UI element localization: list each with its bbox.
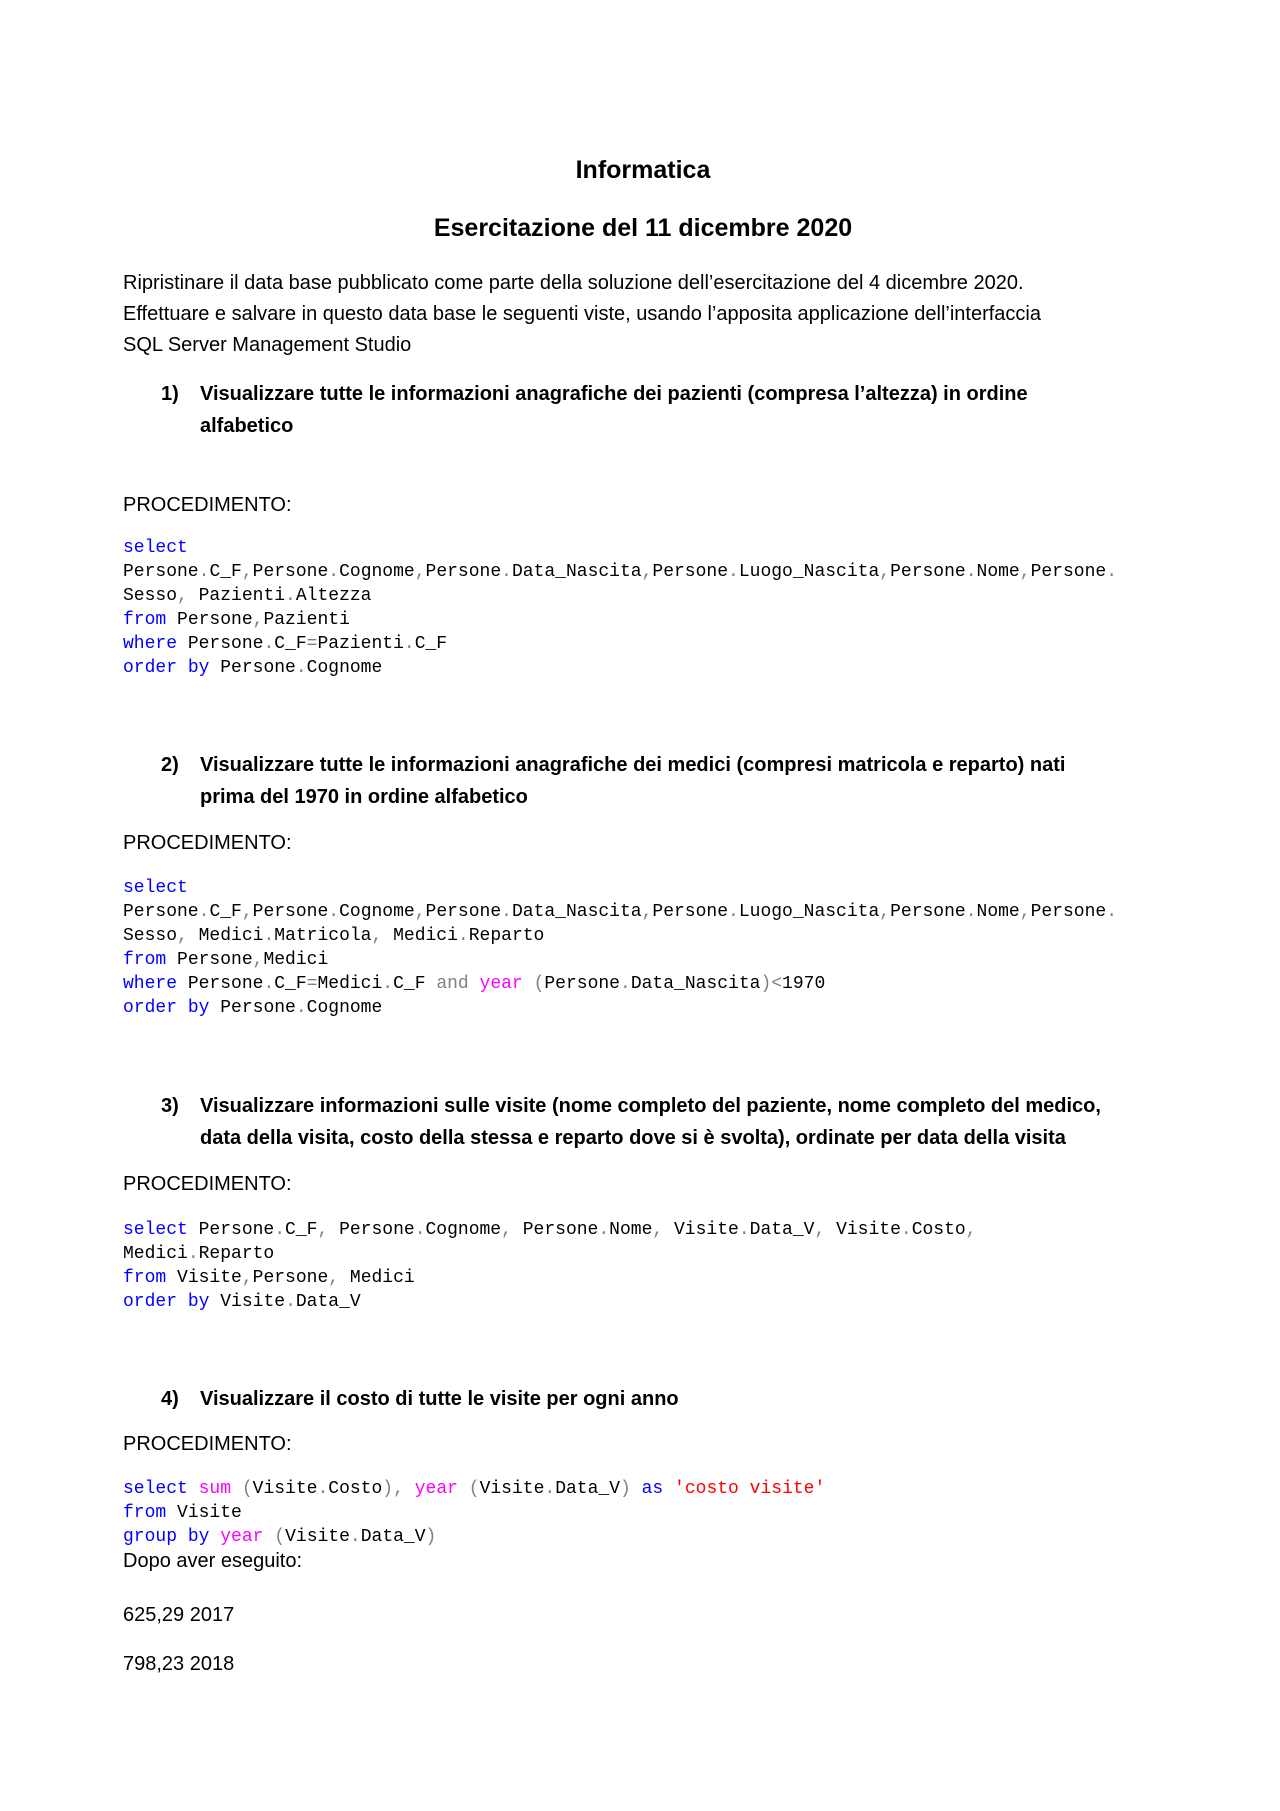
code-token: . [965, 562, 977, 582]
code-token: . [598, 1220, 610, 1240]
code-token: C_F [285, 1220, 318, 1240]
code-token: , [371, 926, 383, 946]
code-token: Persone [187, 1220, 275, 1240]
code-token: Persone [1030, 902, 1107, 922]
code-token: . [1106, 562, 1117, 582]
code-token [404, 1479, 415, 1499]
code-line [123, 948, 1117, 972]
code-line [123, 1525, 825, 1549]
code-token: Visite [285, 1527, 350, 1547]
code-token: , [177, 586, 188, 606]
procedure-label: PROCEDIMENTO: [123, 1173, 292, 1195]
code-token: Persone [544, 974, 620, 994]
code-token: order [123, 658, 178, 678]
code-token: . [620, 974, 631, 994]
code-token [469, 974, 480, 994]
question-line: data della visita, costo della stessa e reparto dove si è svolta), ordinate per data della visita [200, 1127, 1066, 1149]
question-text [200, 749, 1065, 813]
code-token: Luogo_Nascita [738, 902, 880, 922]
code-token: Nome [976, 902, 1020, 922]
question-number: 2) [161, 754, 179, 776]
code-token: , [241, 562, 253, 582]
code-token: . [285, 1292, 296, 1312]
code-token: Visite [252, 1479, 318, 1499]
code-line [123, 876, 1117, 900]
code-token: Medici [187, 926, 264, 946]
code-line [123, 1218, 977, 1242]
code-token: from [123, 950, 167, 970]
code-token: Persone [890, 562, 966, 582]
code-token: )< [760, 974, 783, 994]
code-token: . [198, 562, 210, 582]
code-token: Persone [123, 562, 199, 582]
code-token: , [241, 1268, 253, 1288]
code-token: . [263, 634, 275, 654]
code-token: Nome [609, 1220, 653, 1240]
code-token: select [123, 538, 188, 558]
code-token: C_F [393, 974, 437, 994]
code-token: year [414, 1479, 458, 1499]
code-token [458, 1479, 469, 1499]
code-token: Medici [263, 950, 329, 970]
code-token: where [123, 634, 178, 654]
code-token: , [652, 1220, 664, 1240]
code-token: sum [198, 1479, 232, 1499]
code-token: Matricola [274, 926, 372, 946]
sql-code-block [123, 876, 1117, 1020]
code-line [123, 1242, 977, 1266]
code-token: . [544, 1479, 556, 1499]
code-token: by [187, 658, 210, 678]
code-line [123, 1477, 825, 1501]
question-line: Visualizzare tutte le informazioni anagrafiche dei medici (compresi matricola e reparto) nati [200, 754, 1066, 776]
intro-line: Ripristinare il data base pubblicato come parte della soluzione dell’esercitazione del 4 dicembre 2020. [123, 272, 1024, 294]
code-token: Cognome [425, 1220, 502, 1240]
code-token: by [187, 1292, 210, 1312]
code-token [263, 1527, 274, 1547]
question-text [200, 1383, 679, 1415]
code-token: . [349, 1527, 361, 1547]
code-line [123, 996, 1117, 1020]
code-token: Visite [663, 1220, 739, 1240]
code-token: select [123, 878, 188, 898]
code-token: , [641, 902, 653, 922]
code-token: Persone [1030, 562, 1107, 582]
code-token: Persone [252, 562, 329, 582]
code-token: Nome [976, 562, 1020, 582]
code-token: C_F [414, 634, 448, 654]
code-token: where [123, 974, 178, 994]
code-token: , [1019, 562, 1031, 582]
code-token: , [252, 950, 264, 970]
code-token: . [501, 562, 512, 582]
code-token: Persone [652, 902, 729, 922]
code-token: Persone [252, 1268, 329, 1288]
code-token: , [241, 902, 253, 922]
code-token: by [187, 998, 210, 1018]
code-token: C_F [274, 634, 307, 654]
code-token: . [728, 902, 739, 922]
code-token: Cognome [339, 902, 415, 922]
question-line: alfabetico [200, 415, 294, 437]
question-line: prima del 1970 in ordine alfabetico [200, 786, 528, 808]
code-token: as [641, 1479, 664, 1499]
code-token: , [965, 1220, 977, 1240]
code-line [123, 656, 1117, 680]
code-token: ( [468, 1479, 480, 1499]
code-token: , [501, 1220, 512, 1240]
code-token: select [123, 1479, 188, 1499]
code-token: , [879, 902, 891, 922]
code-token: C_F [274, 974, 307, 994]
code-token: Altezza [295, 586, 372, 606]
code-token: Reparto [198, 1244, 275, 1264]
code-token: Data_V [360, 1527, 426, 1547]
code-token: . [1106, 902, 1117, 922]
code-token: Visite [209, 1292, 286, 1312]
code-token: Persone [425, 902, 502, 922]
code-token: Pazienti [317, 634, 404, 654]
code-token: Persone [890, 902, 966, 922]
code-token: . [328, 902, 340, 922]
code-token: Persone [177, 634, 264, 654]
code-token: C_F [209, 902, 242, 922]
code-token [177, 998, 188, 1018]
code-token: Pazienti [187, 586, 286, 606]
code-token: group [123, 1527, 178, 1547]
code-token: 1970 [782, 974, 826, 994]
intro-paragraph [123, 268, 1041, 361]
code-token: and [436, 974, 469, 994]
code-token [177, 1292, 188, 1312]
question-line: Visualizzare il costo di tutte le visite per ogni anno [200, 1388, 679, 1410]
code-token: Persone [425, 562, 502, 582]
code-token: . [295, 658, 307, 678]
code-token: . [738, 1220, 750, 1240]
intro-line: Effettuare e salvare in questo data base le seguenti viste, usando l’apposita applicazione dell’interfaccia [123, 303, 1041, 325]
code-token [231, 1479, 242, 1499]
sql-code-block [123, 1477, 825, 1549]
question-number: 3) [161, 1095, 179, 1117]
code-token: , [414, 902, 426, 922]
code-token [188, 1479, 199, 1499]
intro-line: SQL Server Management Studio [123, 334, 412, 356]
code-token: . [263, 974, 275, 994]
code-token: Persone [166, 950, 253, 970]
code-line [123, 972, 1117, 996]
code-token [523, 974, 534, 994]
code-token: Costo [911, 1220, 966, 1240]
code-token: , [814, 1220, 826, 1240]
result-row: 625,29 2017 [123, 1604, 235, 1626]
code-token: . [501, 902, 512, 922]
code-token: , [879, 562, 891, 582]
code-token: Medici [382, 926, 458, 946]
question-line: Visualizzare tutte le informazioni anagrafiche dei pazienti (compresa l’altezza) in ordine [200, 383, 1028, 405]
code-token: Persone [123, 902, 199, 922]
code-token: = [306, 974, 318, 994]
code-token: . [274, 1220, 286, 1240]
code-token: Visite [166, 1503, 242, 1523]
code-token: Persone [166, 610, 253, 630]
code-token: Sesso [123, 926, 178, 946]
page-title: Informatica [575, 156, 711, 184]
code-token: from [123, 1503, 167, 1523]
code-token: Persone [209, 658, 296, 678]
code-token: , [641, 562, 653, 582]
after-execution-label: Dopo aver eseguito: [123, 1550, 303, 1572]
code-line [123, 632, 1117, 656]
code-token: Data_Nascita [511, 902, 642, 922]
code-token: , [414, 562, 426, 582]
procedure-label: PROCEDIMENTO: [123, 1433, 292, 1455]
result-row: 798,23 2018 [123, 1653, 235, 1675]
code-token [177, 1527, 188, 1547]
code-token: Persone [511, 1220, 599, 1240]
code-token: order [123, 998, 178, 1018]
code-token: . [317, 1479, 329, 1499]
code-line [123, 924, 1117, 948]
question-line: Visualizzare informazioni sulle visite (nome completo del paziente, nome completo del medico, [200, 1095, 1101, 1117]
code-line [123, 560, 1117, 584]
code-token: Persone [177, 974, 264, 994]
procedure-label: PROCEDIMENTO: [123, 494, 292, 516]
code-token: year [479, 974, 523, 994]
code-token: . [900, 1220, 912, 1240]
code-token [209, 1527, 220, 1547]
code-token: 'costo visite' [674, 1479, 826, 1499]
sql-code-block [123, 1218, 977, 1314]
code-token: Luogo_Nascita [738, 562, 880, 582]
code-token: select [123, 1220, 188, 1240]
code-token: Data_Nascita [630, 974, 761, 994]
code-token: C_F [209, 562, 242, 582]
code-token [177, 658, 188, 678]
code-token: Cognome [306, 658, 383, 678]
code-token: Sesso [123, 586, 178, 606]
code-token: Data_V [555, 1479, 620, 1499]
question-text [200, 1090, 1101, 1154]
code-token: . [198, 902, 210, 922]
code-token: , [177, 926, 188, 946]
code-token: Costo [328, 1479, 383, 1499]
code-token: Visite [166, 1268, 242, 1288]
code-token: = [306, 634, 318, 654]
code-token: Pazienti [263, 610, 350, 630]
code-line [123, 1266, 977, 1290]
code-token: . [414, 1220, 426, 1240]
code-token: Persone [252, 902, 329, 922]
code-token: Data_Nascita [511, 562, 642, 582]
code-token: ) [620, 1479, 631, 1499]
code-token: Data_V [749, 1220, 815, 1240]
code-token: ( [274, 1527, 286, 1547]
sql-code-block [123, 536, 1117, 680]
code-token: Data_V [295, 1292, 361, 1312]
code-token: Cognome [339, 562, 415, 582]
code-line [123, 900, 1117, 924]
code-token: Visite [825, 1220, 901, 1240]
code-token: Medici [339, 1268, 415, 1288]
code-line [123, 608, 1117, 632]
code-token: , [252, 610, 264, 630]
code-token: , [328, 1268, 340, 1288]
code-token: . [403, 634, 415, 654]
code-token: . [285, 586, 296, 606]
question-number: 4) [161, 1388, 179, 1410]
code-token: . [263, 926, 275, 946]
code-line [123, 1501, 825, 1525]
code-token: from [123, 1268, 167, 1288]
code-token: . [187, 1244, 199, 1264]
code-token: year [220, 1527, 264, 1547]
code-line [123, 584, 1117, 608]
code-token: order [123, 1292, 178, 1312]
code-token: Medici [317, 974, 383, 994]
code-token: . [328, 562, 340, 582]
code-token [631, 1479, 642, 1499]
code-token: ), [382, 1479, 404, 1499]
code-token: Reparto [468, 926, 545, 946]
code-token: , [317, 1220, 329, 1240]
code-token: Visite [479, 1479, 545, 1499]
code-token: Persone [209, 998, 296, 1018]
code-token: ( [533, 974, 545, 994]
code-token: , [1019, 902, 1031, 922]
code-token: Persone [652, 562, 729, 582]
question-text [200, 378, 1028, 442]
code-line [123, 536, 1117, 560]
code-token: . [295, 998, 307, 1018]
code-token: . [457, 926, 469, 946]
code-token [663, 1479, 674, 1499]
code-line [123, 1290, 977, 1314]
code-token: Persone [328, 1220, 415, 1240]
code-token: ( [241, 1479, 253, 1499]
code-token: Cognome [306, 998, 383, 1018]
question-number: 1) [161, 383, 179, 405]
code-token: . [965, 902, 977, 922]
page-subtitle: Esercitazione del 11 dicembre 2020 [433, 214, 853, 242]
code-token: from [123, 610, 167, 630]
code-token: . [382, 974, 394, 994]
code-token: by [187, 1527, 210, 1547]
code-token: Medici [123, 1244, 188, 1264]
procedure-label: PROCEDIMENTO: [123, 832, 292, 854]
code-token: . [728, 562, 739, 582]
code-token: ) [425, 1527, 437, 1547]
